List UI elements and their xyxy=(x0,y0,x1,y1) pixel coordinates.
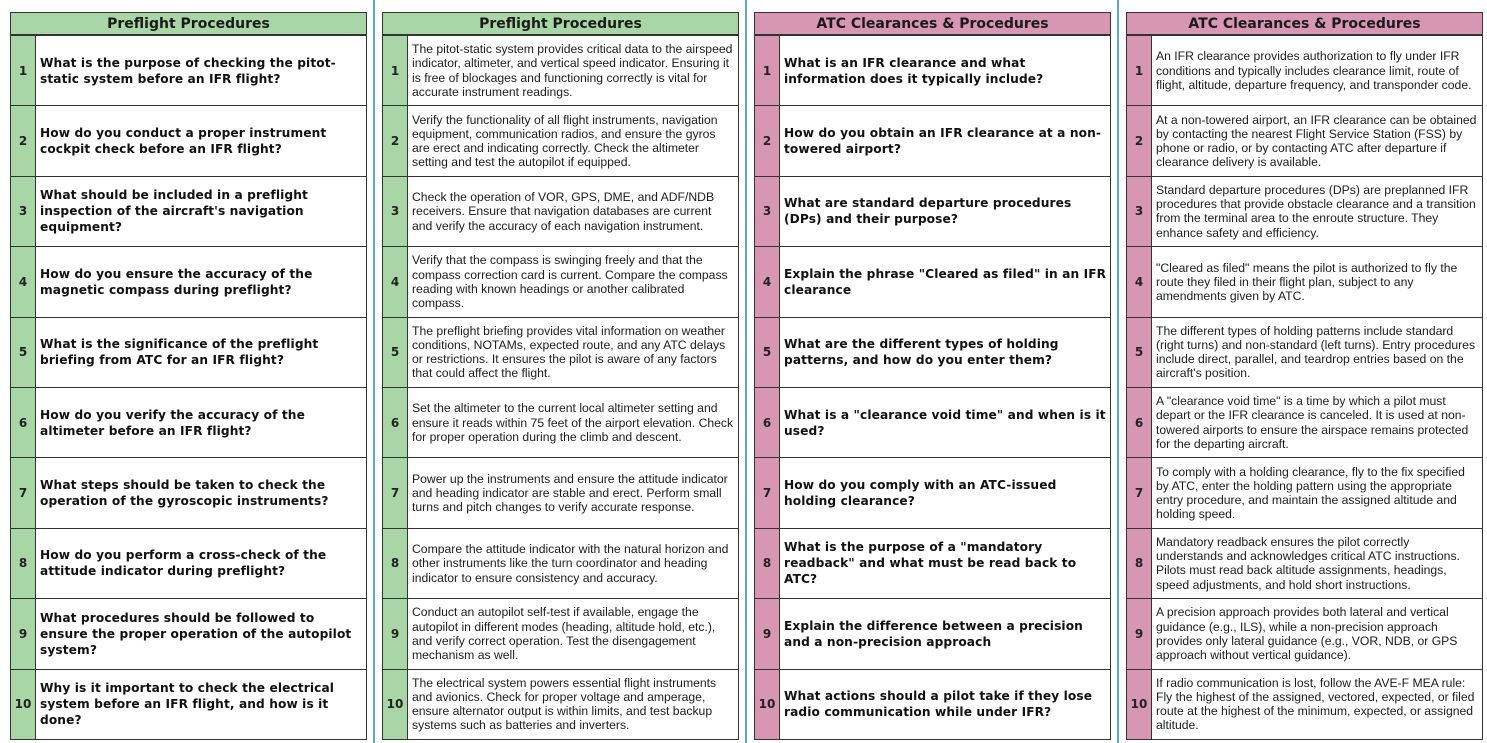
answer-cell xyxy=(1152,599,1482,668)
row-number: 9 xyxy=(755,599,780,668)
answer-row xyxy=(1127,387,1482,457)
answer-row xyxy=(383,105,738,175)
row-number: 1 xyxy=(383,36,408,105)
answer-cell xyxy=(408,388,738,457)
row-number: 4 xyxy=(11,247,36,316)
answer-cell xyxy=(408,599,738,668)
row-number: 8 xyxy=(755,529,780,598)
answer-row xyxy=(383,246,738,316)
question-cell xyxy=(36,36,366,105)
answer-row xyxy=(383,317,738,387)
answer-cell xyxy=(1152,177,1482,246)
question-cell xyxy=(36,458,366,527)
question-cell xyxy=(780,36,1110,105)
answer-text: A precision approach provides both lateral and vertical guidance (e.g., ILS), while a non-precision approach provides only lateral guidance (e.g., VOR, NDB, or GPS approach without vertical guidance). xyxy=(1156,605,1458,663)
answer-cell xyxy=(408,247,738,316)
row-number: 9 xyxy=(383,599,408,668)
question-row xyxy=(755,528,1110,598)
question-cell xyxy=(780,529,1110,598)
question-text: How do you perform a cross-check of the attitude indicator during preflight? xyxy=(40,548,327,579)
answer-row xyxy=(1127,176,1482,246)
answer-row xyxy=(383,457,738,527)
question-text: How do you comply with an ATC-issued holding clearance? xyxy=(784,478,1057,509)
row-number: 5 xyxy=(755,318,780,387)
answer-text: If radio communication is lost, follow the AVE-F MEA rule: Fly the highest of the assigned, vectored, expected, or filed route at the highest of the minimum, expected, or assigned altitude. xyxy=(1156,675,1475,733)
answer-text: Check the operation of VOR, GPS, DME, and ADF/NDB receivers. Ensure that navigation databases are current and verify the accuracy of each navigation instrument. xyxy=(412,190,715,233)
row-number: 6 xyxy=(755,388,780,457)
row-number: 1 xyxy=(11,36,36,105)
question-row xyxy=(11,35,366,105)
question-row xyxy=(755,317,1110,387)
row-number: 7 xyxy=(383,458,408,527)
answer-cell xyxy=(408,529,738,598)
question-text: What is an IFR clearance and what information does it typically include? xyxy=(784,55,1044,86)
answer-row xyxy=(1127,105,1482,175)
answer-text: Set the altimeter to the current local altimeter setting and ensure it reads within 75 feet of the airport elevation. Check for proper operation during the climb and descent. xyxy=(412,401,734,444)
answer-text: The preflight briefing provides vital information on weather conditions, NOTAMs, expected route, and any ATC delays or restrictions. It ensures the pilot is aware of any factors that could affect the flight. xyxy=(412,323,726,381)
question-text: What is the significance of the preflight briefing from ATC for an IFR flight? xyxy=(40,337,319,368)
question-text: How do you obtain an IFR clearance at a non-towered airport? xyxy=(784,126,1102,157)
question-cell xyxy=(780,599,1110,668)
answer-cell xyxy=(1152,318,1482,387)
question-cell xyxy=(36,177,366,246)
answer-cell xyxy=(408,458,738,527)
question-cell xyxy=(780,388,1110,457)
question-row xyxy=(755,387,1110,457)
row-number: 10 xyxy=(11,670,36,739)
preflight-questions-panel xyxy=(10,12,367,739)
answer-text: The electrical system powers essential flight instruments and avionics. Check for proper voltage and amperage, ensure alternator output is within limits, and test backup systems such as batteries and inverters. xyxy=(412,675,717,733)
question-row xyxy=(11,387,366,457)
question-row xyxy=(755,176,1110,246)
answer-cell xyxy=(1152,106,1482,175)
answer-text: Verify the functionality of all flight instruments, navigation equipment, communication radios, and ensure the gyros are erect and indicating correctly. Check the altimeter setting and test the autopilot if equipped. xyxy=(412,112,718,170)
question-cell xyxy=(780,318,1110,387)
question-text: Explain the phrase "Cleared as filed" in an IFR clearance xyxy=(784,266,1107,297)
answer-row xyxy=(1127,317,1482,387)
question-row xyxy=(11,317,366,387)
row-number: 1 xyxy=(755,36,780,105)
question-row xyxy=(755,35,1110,105)
question-text: Explain the difference between a precision and a non-precision approach xyxy=(784,618,1083,649)
row-number: 7 xyxy=(11,458,36,527)
answer-text: Compare the attitude indicator with the natural horizon and other instruments like the turn coordinator and heading indicator to ensure consistency and accuracy. xyxy=(412,542,729,585)
answer-text: A "clearance void time" is a time by which a pilot must depart or the IFR clearance is canceled. It is used at non-towered airports to ensure the airspace remains protected for the departing aircraft. xyxy=(1156,394,1469,451)
answer-row xyxy=(1127,528,1482,598)
row-number: 2 xyxy=(755,106,780,175)
row-number: 10 xyxy=(383,670,408,739)
panel-divider xyxy=(1117,0,1119,743)
question-cell xyxy=(780,106,1110,175)
row-number: 2 xyxy=(11,106,36,175)
row-number: 4 xyxy=(1127,247,1152,316)
row-number: 2 xyxy=(383,106,408,175)
row-number: 9 xyxy=(1127,599,1152,668)
row-number: 4 xyxy=(755,247,780,316)
question-text: How do you ensure the accuracy of the magnetic compass during preflight? xyxy=(40,266,313,297)
answer-row xyxy=(1127,35,1482,105)
answer-cell xyxy=(1152,36,1482,105)
question-row xyxy=(11,598,366,668)
panel-title: ATC Clearances & Procedures xyxy=(754,12,1111,35)
question-text: What should be included in a preflight inspection of the aircraft's navigation equipment? xyxy=(40,188,308,235)
row-number: 6 xyxy=(383,388,408,457)
answer-text: To comply with a holding clearance, fly to the fix specified by ATC, enter the holding pattern using the appropriate entry procedure, and maintain the assigned altitude and holding speed. xyxy=(1156,464,1465,522)
answer-row xyxy=(1127,669,1482,739)
question-row xyxy=(11,457,366,527)
question-text: Why is it important to check the electrical system before an IFR flight, and how is it done? xyxy=(40,681,335,728)
answer-text: Conduct an autopilot self-test if available, engage the autopilot in different modes (heading, altitude hold, etc.), and verify correct operation. Test the disengagement mechanism as well. xyxy=(412,605,716,663)
question-text: What are standard departure procedures (DPs) and their purpose? xyxy=(784,196,1072,227)
answer-text: An IFR clearance provides authorization to fly under IFR conditions and typically includes clearance limit, route of flight, altitude, departure frequency, and transponder code. xyxy=(1156,49,1472,92)
question-row xyxy=(11,669,366,739)
answer-text: The pitot-static system provides critical data to the airspeed indicator, altimeter, and vertical speed indicator. Ensuring it is free of blockages and functioning correctly is vital for accurate instrument readings. xyxy=(412,42,733,99)
question-text: What procedures should be followed to ensure the proper operation of the autopilot system? xyxy=(40,610,352,657)
row-number: 6 xyxy=(1127,388,1152,457)
answer-cell xyxy=(1152,247,1482,316)
answer-text: Power up the instruments and ensure the attitude indicator and heading indicator are stable and erect. Perform small turns and pitch changes to verify accurate response. xyxy=(412,471,728,515)
question-cell xyxy=(36,599,366,668)
preflight-answers-panel xyxy=(382,12,739,739)
row-number: 8 xyxy=(383,529,408,598)
question-text: What is a "clearance void time" and when is it used? xyxy=(784,407,1106,438)
row-number: 10 xyxy=(1127,670,1152,739)
question-row xyxy=(11,105,366,175)
question-text: What is the purpose of checking the pitot-static system before an IFR flight? xyxy=(40,55,336,86)
answer-cell xyxy=(408,670,738,739)
row-number: 9 xyxy=(11,599,36,668)
question-text: What steps should be taken to check the operation of the gyroscopic instruments? xyxy=(40,478,329,509)
question-row xyxy=(755,246,1110,316)
row-number: 5 xyxy=(1127,318,1152,387)
question-text: What actions should a pilot take if they lose radio communication while under IFR? xyxy=(784,689,1093,720)
row-number: 3 xyxy=(755,177,780,246)
question-row xyxy=(755,669,1110,739)
row-number: 2 xyxy=(1127,106,1152,175)
question-cell xyxy=(36,670,366,739)
row-number: 5 xyxy=(11,318,36,387)
panel-title: Preflight Procedures xyxy=(382,12,739,35)
question-row xyxy=(11,176,366,246)
atc-answers-panel xyxy=(1126,12,1483,739)
question-cell xyxy=(780,247,1110,316)
question-text: How do you conduct a proper instrument cockpit check before an IFR flight? xyxy=(40,126,327,157)
question-text: How do you verify the accuracy of the altimeter before an IFR flight? xyxy=(40,407,305,438)
answer-text: Mandatory readback ensures the pilot correctly understands and acknowledges critical ATC instructions. Pilots must read back altitude assignments, headings, speed adjustments, and hold short instructions. xyxy=(1156,535,1460,592)
answer-row xyxy=(383,35,738,105)
answer-text: At a non-towered airport, an IFR clearance can be obtained by contacting the nearest Flight Service Station (FSS) by phone or radio, or by contacting ATC after departure if clearance delivery is available. xyxy=(1156,112,1477,170)
question-cell xyxy=(36,247,366,316)
panel-title: Preflight Procedures xyxy=(10,12,367,35)
answer-row xyxy=(383,669,738,739)
answer-cell xyxy=(408,36,738,105)
answer-row xyxy=(383,598,738,668)
question-list xyxy=(10,35,367,740)
row-number: 7 xyxy=(755,458,780,527)
atc-questions-panel xyxy=(754,12,1111,739)
question-cell xyxy=(36,388,366,457)
row-number: 3 xyxy=(1127,177,1152,246)
row-number: 3 xyxy=(383,177,408,246)
answer-list xyxy=(382,35,739,740)
answer-list xyxy=(1126,35,1483,740)
row-number: 4 xyxy=(383,247,408,316)
row-number: 7 xyxy=(1127,458,1152,527)
question-row xyxy=(755,598,1110,668)
answer-row xyxy=(1127,246,1482,316)
question-list xyxy=(754,35,1111,740)
answer-row xyxy=(1127,598,1482,668)
answer-text: The different types of holding patterns include standard (right turns) and non-standard (left turns). Entry procedures include direct, parallel, and teardrop entries based on the aircraft's position. xyxy=(1156,323,1476,381)
row-number: 5 xyxy=(383,318,408,387)
answer-row xyxy=(383,387,738,457)
question-text: What is the purpose of a "mandatory readback" and what must be read back to ATC? xyxy=(784,540,1077,587)
row-number: 8 xyxy=(11,529,36,598)
answer-cell xyxy=(1152,458,1482,527)
answer-cell xyxy=(1152,529,1482,598)
row-number: 1 xyxy=(1127,36,1152,105)
answer-row xyxy=(383,176,738,246)
question-text: What are the different types of holding patterns, and how do you enter them? xyxy=(784,337,1059,368)
answer-cell xyxy=(408,318,738,387)
answer-row xyxy=(383,528,738,598)
question-cell xyxy=(36,318,366,387)
row-number: 3 xyxy=(11,177,36,246)
answer-cell xyxy=(408,106,738,175)
answer-text: "Cleared as filed" means the pilot is authorized to fly the route they filed in their flight plan, subject to any amendments given by ATC. xyxy=(1156,260,1458,303)
row-number: 6 xyxy=(11,388,36,457)
question-row xyxy=(755,457,1110,527)
question-row xyxy=(11,528,366,598)
question-row xyxy=(755,105,1110,175)
row-number: 10 xyxy=(755,670,780,739)
answer-cell xyxy=(408,177,738,246)
question-cell xyxy=(780,670,1110,739)
row-number: 8 xyxy=(1127,529,1152,598)
answer-cell xyxy=(1152,388,1482,457)
answer-text: Verify that the compass is swinging freely and that the compass correction card is current. Compare the compass reading with known headings or another calibrated compass. xyxy=(412,253,728,311)
answer-text: Standard departure procedures (DPs) are preplanned IFR procedures that provide obstacle clearance and a transition from the terminal area to the enroute structure. They enhance safety and efficiency. xyxy=(1156,183,1476,240)
panel-divider xyxy=(745,0,747,743)
panel-divider xyxy=(373,0,375,743)
panel-title: ATC Clearances & Procedures xyxy=(1126,12,1483,35)
question-row xyxy=(11,246,366,316)
answer-row xyxy=(1127,457,1482,527)
question-cell xyxy=(780,177,1110,246)
question-cell xyxy=(36,106,366,175)
question-cell xyxy=(780,458,1110,527)
question-cell xyxy=(36,529,366,598)
answer-cell xyxy=(1152,670,1482,739)
